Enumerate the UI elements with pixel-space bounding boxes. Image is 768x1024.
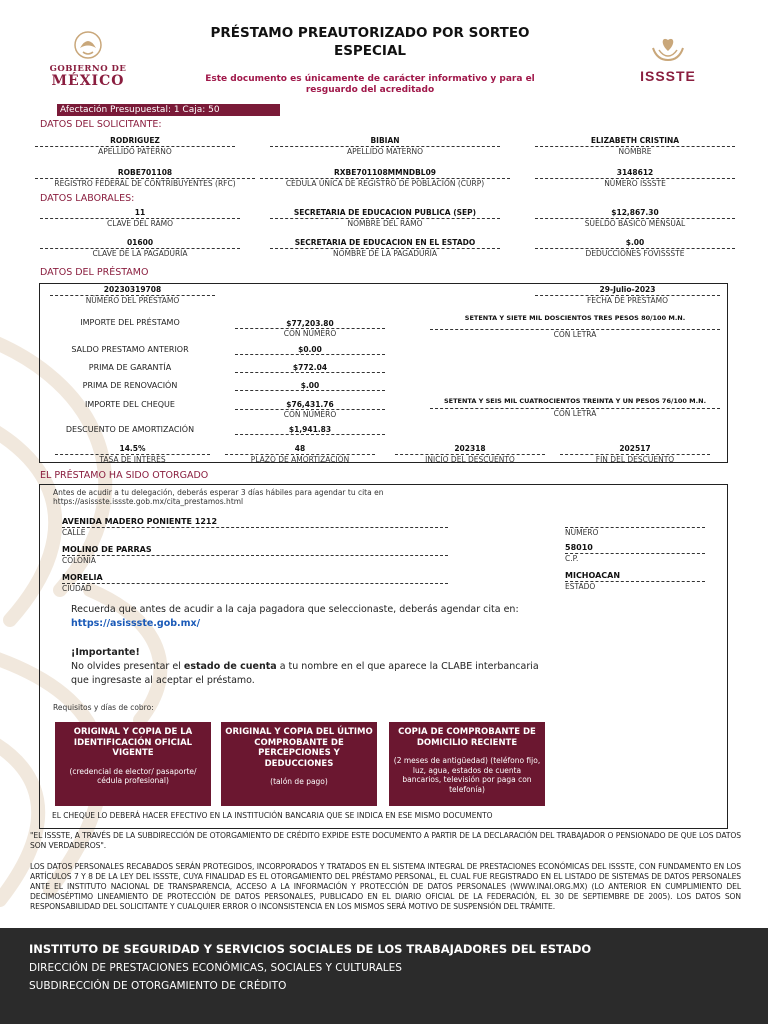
field-curp: RXBE701108MMNDBL09 CÉDULA ÚNICA DE REGISTRO DE POBLACIÓN (CURP) (260, 168, 510, 188)
field-rfc: ROBE701108 REGISTRO FEDERAL DE CONTRIBUYENTES (RFC) (35, 168, 255, 188)
issste-label: ISSSTE (640, 68, 696, 84)
subtitle-line-2: resguardo del acreditado (305, 85, 435, 95)
title-line-1: PRÉSTAMO PREAUTORIZADO POR SORTEO (210, 25, 530, 41)
document-title (180, 24, 560, 60)
value-cheque-letra: SETENTA Y SEIS MIL CUATROCIENTOS TREINTA Y UN PESOS 76/100 M.N. CON LETRA (430, 397, 720, 418)
section-prestamo: DATOS DEL PRÉSTAMO (40, 267, 149, 278)
value-importe-letra: SETENTA Y SIETE MIL DOSCIENTOS TRES PESOS 80/100 M.N. CON LETRA (430, 314, 720, 339)
field-apellido-paterno: RODRIGUEZ APELLIDO PATERNO (35, 136, 235, 156)
field-issste: 3148612 NÚMERO ISSSTE (535, 168, 735, 188)
intro-line-1: Antes de acudir a tu delegación, deberás esperar 3 días hábiles para agendar tu cita en (53, 488, 384, 497)
institution-footer (0, 928, 768, 1024)
section-otorgado: EL PRÉSTAMO HA SIDO OTORGADO (40, 470, 209, 481)
field-clave-pagaduria: 01600 CLAVE DE LA PAGADURÍA (40, 238, 240, 258)
field-nombre-ramo: SECRETARIA DE EDUCACION PUBLICA (SEP) NOMBRE DEL RAMO (270, 208, 500, 228)
section-solicitante: DATOS DEL SOLICITANTE: (40, 119, 162, 130)
gobierno-label: GOBIERNO DE (49, 64, 127, 74)
issste-logo (628, 30, 708, 84)
field-apellido-materno: BIBIAN APELLIDO MATERNO (270, 136, 500, 156)
value-renovacion: $.00 (235, 381, 385, 391)
field-fin: 202517 FIN DEL DESCUENTO (560, 444, 710, 464)
asissste-link[interactable]: https://asissste.gob.mx/ (71, 618, 201, 629)
field-inicio: 202318 INICIO DEL DESCUENTO (395, 444, 545, 464)
requirement-card-comprobante-percepciones: ORIGINAL Y COPIA DEL ÚLTIMO COMPROBANTE DE PERCEPCIONES Y DEDUCCIONES (talón de pago) (221, 722, 377, 806)
field-plazo: 48 PLAZO DE AMORTIZACIÓN (225, 444, 375, 464)
cheque-note: EL CHEQUE LO DEBERÁ HACER EFECTIVO EN LA INSTITUCIÓN BANCARIA QUE SE INDICA EN ESE MISMO DOCUMENTO (52, 811, 493, 820)
eagle-emblem-icon (71, 30, 105, 60)
value-cheque: $76,431.76 CON NÚMERO (235, 400, 385, 419)
recuerda-note (71, 603, 541, 631)
field-cp: 58010 C.P. (565, 543, 705, 563)
field-calle: AVENIDA MADERO PONIENTE 1212 CALLE (62, 517, 448, 537)
legal-datos-personales: LOS DATOS PERSONALES RECABADOS SERÁN PROTEGIDOS, INCORPORADOS Y TRATADOS EN EL SISTEMA INTEGRAL DE PRESTACIONES ECONÓMICAS DEL ISSSTE, CON FUNDAMENTO EN LOS ARTÍCULOS 7 Y 8 DE LA LEY DEL ISSSTE, CUYA FINALIDAD ES EL OTORGAMIENTO DEL PRÉSTAMO PERSONAL, EL CUAL FUE REGISTRADO EN EL LISTADO DE SISTEMAS DE DATOS PERSONALES ANTE EL INSTITUTO NACIONAL DE TRANSPARENCIA, ACCESO A LA INFORMACIÓN Y PROTECCIÓN DE DATOS PERSONALES (WWW.INAI.ORG.MX) (LO ANTERIOR EN CUMPLIMIENTO DEL DECIMOSÉPTIMO LINEAMIENTO DE PROTECCIÓN DE DATOS PERSONALES, PUBLICADO EN EL DIARIO OFICIAL DE LA FEDERACIÓN, EL 30 DE SEPTIEMBRE DE 2005). LOS DATOS SON RESPONSABILIDAD DEL SOLICITANTE Y CUALQUIER ERROR O INCONSISTENCIA EN LOS MISMOS SERÁ MOTIVO DE SUSPENSIÓN DEL TRÁMITE. (30, 862, 741, 911)
importante-post: a tu nombre en el que aparece la CLABE interbancaria que ingresaste al aceptar el préstamo. (71, 661, 539, 686)
value-descuento: $1,941.83 (235, 425, 385, 435)
label-garantia: PRIMA DE GARANTÍA (88, 363, 172, 372)
cita-prestamos-link[interactable]: https://asissste.issste.gob.mx/cita_prestamos.html (53, 497, 244, 506)
field-fecha-prestamo: 29-Julio-2023 FECHA DE PRÉSTAMO (535, 285, 720, 305)
label-saldo: SALDO PRESTAMO ANTERIOR (71, 345, 189, 354)
field-ciudad: MORELIA CIUDAD (62, 573, 448, 593)
intro-text (53, 488, 383, 506)
importante-note (71, 646, 541, 688)
value-garantia: $772.04 (235, 363, 385, 373)
document-subtitle (180, 74, 560, 96)
footer-institute: INSTITUTO DE SEGURIDAD Y SERVICIOS SOCIALES DE LOS TRABAJADORES DEL ESTADO (29, 942, 592, 956)
prestamo-box (39, 283, 728, 463)
section-laborales: DATOS LABORALES: (40, 193, 135, 204)
footer-subdireccion: SUBDIRECCIÓN DE OTORGAMIENTO DE CRÉDITO (29, 980, 287, 992)
hands-emblem-icon (647, 30, 689, 64)
importante-pre: No olvides presentar el (71, 661, 181, 672)
title-line-2: ESPECIAL (333, 43, 407, 59)
recuerda-text: Recuerda que antes de acudir a la caja pagadora que seleccionaste, deberás agendar cita en: (71, 604, 519, 615)
footer-direccion: DIRECCIÓN DE PRESTACIONES ECONÓMICAS, SOCIALES Y CULTURALES (29, 962, 402, 974)
field-nombre-pagaduria: SECRETARIA DE EDUCACION EN EL ESTADO NOMBRE DE LA PAGADURÍA (270, 238, 500, 258)
field-deducciones: $.00 DEDUCCIONES FOVISSSTE (535, 238, 735, 258)
field-nombre: ELIZABETH CRISTINA NOMBRE (535, 136, 735, 156)
label-descuento: DESCUENTO DE AMORTIZACIÓN (65, 425, 195, 434)
field-tasa: 14.5% TASA DE INTERÉS (55, 444, 210, 464)
field-numero-prestamo: 20230319708 NÚMERO DEL PRÉSTAMO (50, 285, 215, 305)
field-estado: MICHOACAN ESTADO (565, 571, 705, 591)
subtitle-line-1: Este documento es únicamente de carácter informativo y para el (205, 74, 535, 84)
importante-bold: estado de cuenta (183, 661, 277, 672)
requirement-card-identificacion: ORIGINAL Y COPIA DE LA IDENTIFICACIÓN OFICIAL VIGENTE (credencial de elector/ pasaporte/ cédula profesional) (55, 722, 211, 806)
mexico-label: MÉXICO (51, 73, 125, 89)
importante-title: ¡Importante! (71, 647, 140, 658)
gobierno-mexico-logo (38, 30, 138, 88)
label-importe: IMPORTE DEL PRÉSTAMO (80, 318, 180, 327)
label-cheque: IMPORTE DEL CHEQUE (85, 400, 175, 409)
field-clave-ramo: 11 CLAVE DEL RAMO (40, 208, 240, 228)
afectacion-bar: Afectación Presupuestal: 1 Caja: 50 (57, 104, 280, 116)
requisitos-label: Requisitos y días de cobro: (53, 703, 154, 712)
label-renovacion: PRIMA DE RENOVACIÓN (82, 381, 178, 390)
field-numero: NÚMERO (565, 517, 705, 537)
value-importe: $77,203.80 CON NÚMERO (235, 319, 385, 338)
field-sueldo: $12,867.30 SUELDO BÁSICO MENSUAL (535, 208, 735, 228)
legal-declaracion: "EL ISSSTE, A TRAVÉS DE LA SUBDIRECCIÓN DE OTORGAMIENTO DE CRÉDITO EXPIDE ESTE DOCUMENTO A PARTIR DE LA DECLARACIÓN DEL TRABAJADOR O PENSIONADO DE QUE LOS DATOS SON VERDADEROS". (30, 831, 741, 850)
requirement-card-comprobante-domicilio: COPIA DE COMPROBANTE DE DOMICILIO RECIENTE (2 meses de antigüedad) (teléfono fijo, luz, agua, estados de cuenta bancarios, televisión por paga con telefonía) (389, 722, 545, 806)
value-saldo: $0.00 (235, 345, 385, 355)
field-colonia: MOLINO DE PARRAS COLONIA (62, 545, 448, 565)
